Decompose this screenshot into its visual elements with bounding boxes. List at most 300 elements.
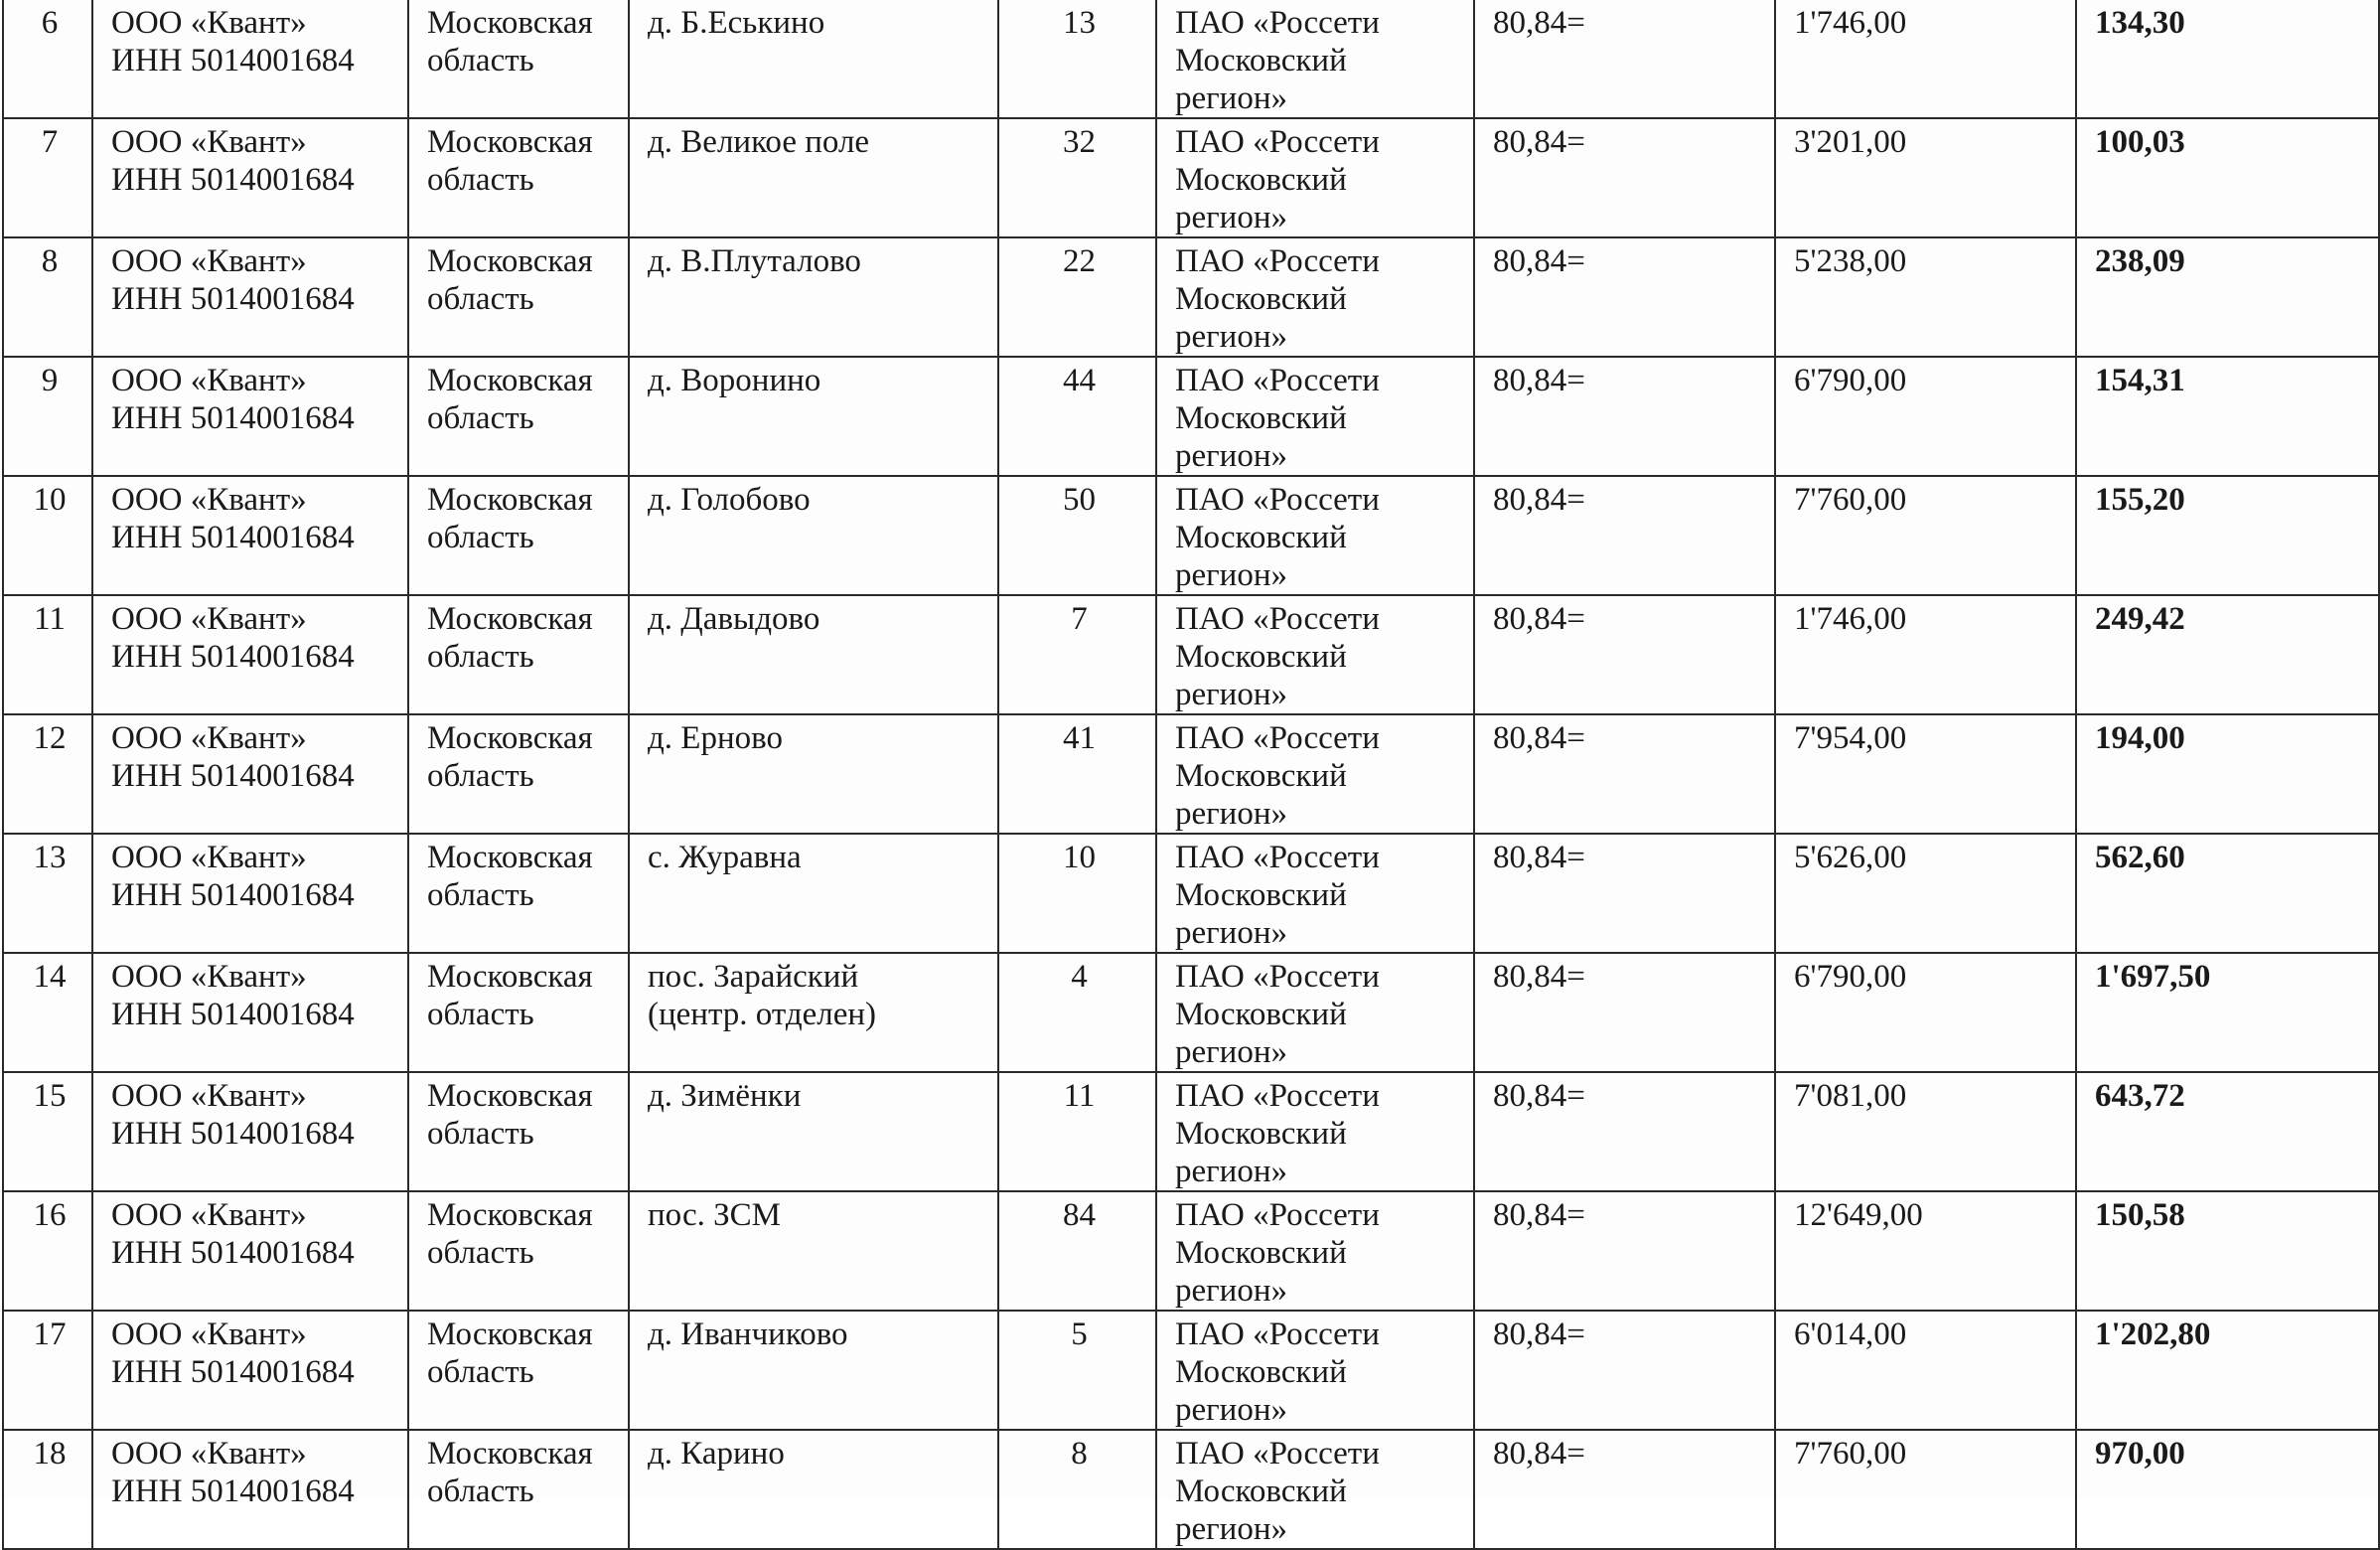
grid-company-line-3: регион»: [1175, 677, 1288, 712]
grid-company-cell: [1156, 118, 1474, 237]
table-row: [3, 357, 2379, 476]
quantity-cell: [998, 714, 1156, 834]
tariff-cell: [1474, 0, 1775, 118]
region-line-2: область: [427, 162, 534, 198]
grid-company-line-3: регион»: [1175, 80, 1288, 116]
region-cell: [408, 118, 629, 237]
tariff-value: 80,84=: [1493, 5, 1585, 41]
grid-company-line-2: Московский: [1175, 43, 1347, 78]
row-number: 8: [41, 243, 59, 279]
grid-company-line-1: ПАО «Россети: [1175, 1436, 1380, 1472]
grid-company-line-2: Московский: [1175, 400, 1347, 436]
grid-company-cell: [1156, 237, 1474, 357]
quantity-cell: [998, 1072, 1156, 1191]
region-cell: [408, 237, 629, 357]
price-value: 12'649,00: [1794, 1197, 1923, 1233]
grid-company-line-1: ПАО «Россети: [1175, 482, 1380, 518]
tariff-cell: [1474, 1430, 1775, 1549]
locality-line-1: д. Б.Еськино: [648, 5, 825, 41]
organization-name: ООО «Квант»: [111, 243, 307, 279]
row-number-cell: [3, 357, 92, 476]
locality-cell: [629, 237, 998, 357]
locality-cell: [629, 953, 998, 1072]
quantity-cell: [998, 1430, 1156, 1549]
quantity-value: 22: [1063, 243, 1096, 279]
tariff-cell: [1474, 714, 1775, 834]
grid-company-cell: [1156, 1311, 1474, 1430]
price-value: 7'081,00: [1794, 1078, 1907, 1114]
quantity-value: 7: [1071, 601, 1088, 637]
organization-name: ООО «Квант»: [111, 959, 307, 995]
organization-name: ООО «Квант»: [111, 840, 307, 875]
region-cell: [408, 1311, 629, 1430]
organization-cell: [92, 1072, 408, 1191]
grid-company-line-3: регион»: [1175, 557, 1288, 593]
price-cell: [1775, 953, 2076, 1072]
row-number-cell: [3, 0, 92, 118]
tariff-value: 80,84=: [1493, 959, 1585, 995]
region-cell: [408, 834, 629, 953]
table-body: [3, 0, 2379, 1549]
sum-value: 970,00: [2095, 1436, 2185, 1472]
grid-company-line-1: ПАО «Россети: [1175, 1078, 1380, 1114]
region-line-1: Московская: [427, 720, 593, 756]
tariff-cell: [1474, 1072, 1775, 1191]
tariff-value: 80,84=: [1493, 601, 1585, 637]
organization-cell: [92, 1191, 408, 1311]
sum-value: 1'697,50: [2095, 959, 2211, 995]
region-line-2: область: [427, 400, 534, 436]
row-number-cell: [3, 118, 92, 237]
locality-line-1: д. Голобово: [648, 482, 811, 518]
organization-name: ООО «Квант»: [111, 124, 307, 160]
grid-company-line-1: ПАО «Россети: [1175, 1317, 1380, 1352]
grid-company-line-1: ПАО «Россети: [1175, 124, 1380, 160]
region-cell: [408, 357, 629, 476]
locality-line-2: (центр. отделен): [648, 997, 877, 1032]
region-cell: [408, 1072, 629, 1191]
quantity-value: 11: [1063, 1078, 1096, 1114]
row-number-cell: [3, 1430, 92, 1549]
price-cell: [1775, 118, 2076, 237]
sum-value: 155,20: [2095, 482, 2185, 518]
tariff-cell: [1474, 834, 1775, 953]
region-cell: [408, 1191, 629, 1311]
organization-cell: [92, 0, 408, 118]
table-row: [3, 0, 2379, 118]
grid-company-cell: [1156, 0, 1474, 118]
organization-inn: ИНН 5014001684: [111, 281, 355, 317]
row-number-cell: [3, 714, 92, 834]
sum-value: 154,31: [2095, 363, 2185, 398]
table-row: [3, 1191, 2379, 1311]
price-cell: [1775, 476, 2076, 595]
region-line-2: область: [427, 1116, 534, 1152]
price-cell: [1775, 714, 2076, 834]
sum-cell: [2076, 118, 2379, 237]
region-line-2: область: [427, 639, 534, 675]
table-row: [3, 714, 2379, 834]
grid-company-line-2: Московский: [1175, 877, 1347, 913]
locality-cell: [629, 595, 998, 714]
sum-value: 100,03: [2095, 124, 2185, 160]
locality-cell: [629, 357, 998, 476]
sum-value: 643,72: [2095, 1078, 2185, 1114]
price-cell: [1775, 834, 2076, 953]
price-cell: [1775, 1072, 2076, 1191]
organization-inn: ИНН 5014001684: [111, 758, 355, 794]
table-row: [3, 476, 2379, 595]
organization-inn: ИНН 5014001684: [111, 162, 355, 198]
sum-cell: [2076, 1072, 2379, 1191]
price-cell: [1775, 1191, 2076, 1311]
locality-cell: [629, 1311, 998, 1430]
tariff-cell: [1474, 476, 1775, 595]
grid-company-line-1: ПАО «Россети: [1175, 5, 1380, 41]
quantity-cell: [998, 237, 1156, 357]
sum-value: 562,60: [2095, 840, 2185, 875]
row-number: 16: [33, 1197, 67, 1233]
price-value: 7'954,00: [1794, 720, 1907, 756]
grid-company-line-2: Московский: [1175, 997, 1347, 1032]
locality-line-1: д. Карино: [648, 1436, 785, 1472]
grid-company-line-1: ПАО «Россети: [1175, 363, 1380, 398]
locality-cell: [629, 118, 998, 237]
sum-cell: [2076, 0, 2379, 118]
row-number-cell: [3, 476, 92, 595]
quantity-value: 8: [1071, 1436, 1088, 1472]
locality-line-1: пос. Зарайский: [648, 959, 859, 995]
quantity-value: 4: [1071, 959, 1088, 995]
tariff-value: 80,84=: [1493, 482, 1585, 518]
grid-company-cell: [1156, 953, 1474, 1072]
table-row: [3, 953, 2379, 1072]
grid-company-line-1: ПАО «Россети: [1175, 1197, 1380, 1233]
sum-cell: [2076, 237, 2379, 357]
grid-company-line-3: регион»: [1175, 1154, 1288, 1189]
tariff-value: 80,84=: [1493, 124, 1585, 160]
row-number: 18: [33, 1436, 67, 1472]
price-cell: [1775, 357, 2076, 476]
sum-value: 238,09: [2095, 243, 2185, 279]
organization-cell: [92, 237, 408, 357]
organization-name: ООО «Квант»: [111, 1436, 307, 1472]
organization-inn: ИНН 5014001684: [111, 520, 355, 555]
row-number-cell: [3, 953, 92, 1072]
row-number-cell: [3, 237, 92, 357]
region-line-1: Московская: [427, 840, 593, 875]
table-row: [3, 1072, 2379, 1191]
grid-company-cell: [1156, 476, 1474, 595]
quantity-cell: [998, 476, 1156, 595]
tariff-cell: [1474, 357, 1775, 476]
region-line-2: область: [427, 877, 534, 913]
organization-inn: ИНН 5014001684: [111, 997, 355, 1032]
price-cell: [1775, 1430, 2076, 1549]
organization-inn: ИНН 5014001684: [111, 639, 355, 675]
quantity-cell: [998, 0, 1156, 118]
tariff-value: 80,84=: [1493, 720, 1585, 756]
quantity-value: 10: [1063, 840, 1096, 875]
grid-company-line-3: регион»: [1175, 200, 1288, 235]
region-line-2: область: [427, 1354, 534, 1390]
price-value: 7'760,00: [1794, 1436, 1907, 1472]
organization-name: ООО «Квант»: [111, 1317, 307, 1352]
grid-company-line-2: Московский: [1175, 1354, 1347, 1390]
locality-line-1: д. В.Плуталово: [648, 243, 861, 279]
grid-company-cell: [1156, 1430, 1474, 1549]
grid-company-line-2: Московский: [1175, 758, 1347, 794]
quantity-cell: [998, 1191, 1156, 1311]
price-cell: [1775, 595, 2076, 714]
region-line-1: Московская: [427, 601, 593, 637]
price-value: 6'790,00: [1794, 363, 1907, 398]
sum-cell: [2076, 357, 2379, 476]
row-number-cell: [3, 834, 92, 953]
sum-value: 249,42: [2095, 601, 2185, 637]
registry-table: [2, 0, 2380, 1550]
table-row: [3, 237, 2379, 357]
locality-cell: [629, 1072, 998, 1191]
grid-company-line-3: регион»: [1175, 438, 1288, 474]
region-line-2: область: [427, 997, 534, 1032]
tariff-cell: [1474, 1311, 1775, 1430]
organization-inn: ИНН 5014001684: [111, 400, 355, 436]
tariff-cell: [1474, 953, 1775, 1072]
organization-name: ООО «Квант»: [111, 1197, 307, 1233]
grid-company-line-3: регион»: [1175, 1034, 1288, 1070]
organization-cell: [92, 953, 408, 1072]
organization-cell: [92, 1311, 408, 1430]
row-number: 13: [33, 840, 67, 875]
organization-name: ООО «Квант»: [111, 363, 307, 398]
sum-value: 150,58: [2095, 1197, 2185, 1233]
quantity-value: 13: [1063, 5, 1096, 41]
region-line-1: Московская: [427, 1317, 593, 1352]
table-row: [3, 595, 2379, 714]
region-cell: [408, 0, 629, 118]
price-cell: [1775, 0, 2076, 118]
quantity-cell: [998, 834, 1156, 953]
price-value: 3'201,00: [1794, 124, 1907, 160]
row-number: 7: [41, 124, 59, 160]
quantity-value: 5: [1071, 1317, 1088, 1352]
grid-company-line-3: регион»: [1175, 319, 1288, 355]
locality-line-1: д. Зимёнки: [648, 1078, 802, 1114]
price-value: 6'790,00: [1794, 959, 1907, 995]
row-number: 15: [33, 1078, 67, 1114]
region-cell: [408, 953, 629, 1072]
table-row: [3, 118, 2379, 237]
region-line-1: Московская: [427, 482, 593, 518]
grid-company-line-3: регион»: [1175, 1392, 1288, 1428]
grid-company-line-1: ПАО «Россети: [1175, 601, 1380, 637]
region-line-2: область: [427, 1235, 534, 1271]
organization-name: ООО «Квант»: [111, 720, 307, 756]
grid-company-line-2: Московский: [1175, 520, 1347, 555]
region-line-1: Московская: [427, 363, 593, 398]
grid-company-cell: [1156, 1191, 1474, 1311]
table-row: [3, 834, 2379, 953]
sum-cell: [2076, 953, 2379, 1072]
organization-cell: [92, 595, 408, 714]
tariff-value: 80,84=: [1493, 1078, 1585, 1114]
table-row: [3, 1311, 2379, 1430]
organization-inn: ИНН 5014001684: [111, 1354, 355, 1390]
quantity-value: 84: [1063, 1197, 1096, 1233]
organization-inn: ИНН 5014001684: [111, 43, 355, 78]
sum-cell: [2076, 834, 2379, 953]
sum-cell: [2076, 476, 2379, 595]
quantity-cell: [998, 595, 1156, 714]
region-line-1: Московская: [427, 1197, 593, 1233]
grid-company-line-3: регион»: [1175, 796, 1288, 832]
grid-company-line-1: ПАО «Россети: [1175, 243, 1380, 279]
grid-company-cell: [1156, 595, 1474, 714]
locality-cell: [629, 476, 998, 595]
sum-value: 134,30: [2095, 5, 2185, 41]
sum-cell: [2076, 1311, 2379, 1430]
row-number: 11: [34, 601, 66, 637]
quantity-value: 41: [1063, 720, 1096, 756]
quantity-cell: [998, 1311, 1156, 1430]
grid-company-cell: [1156, 357, 1474, 476]
organization-cell: [92, 357, 408, 476]
quantity-value: 50: [1063, 482, 1096, 518]
locality-line-1: д. Давыдово: [648, 601, 820, 637]
grid-company-line-2: Московский: [1175, 1116, 1347, 1152]
organization-inn: ИНН 5014001684: [111, 877, 355, 913]
row-number: 14: [33, 959, 67, 995]
grid-company-cell: [1156, 1072, 1474, 1191]
region-line-2: область: [427, 43, 534, 78]
grid-company-line-3: регион»: [1175, 1511, 1288, 1547]
region-line-2: область: [427, 281, 534, 317]
organization-name: ООО «Квант»: [111, 482, 307, 518]
region-line-1: Московская: [427, 1436, 593, 1472]
price-cell: [1775, 237, 2076, 357]
region-line-1: Московская: [427, 5, 593, 41]
grid-company-line-2: Московский: [1175, 162, 1347, 198]
tariff-cell: [1474, 237, 1775, 357]
locality-cell: [629, 1430, 998, 1549]
price-value: 6'014,00: [1794, 1317, 1907, 1352]
sum-cell: [2076, 1191, 2379, 1311]
grid-company-line-2: Московский: [1175, 639, 1347, 675]
organization-name: ООО «Квант»: [111, 1078, 307, 1114]
quantity-cell: [998, 953, 1156, 1072]
region-line-2: область: [427, 1473, 534, 1509]
grid-company-line-1: ПАО «Россети: [1175, 840, 1380, 875]
price-value: 5'626,00: [1794, 840, 1907, 875]
grid-company-line-3: регион»: [1175, 1273, 1288, 1309]
tariff-cell: [1474, 1191, 1775, 1311]
region-cell: [408, 1430, 629, 1549]
quantity-cell: [998, 357, 1156, 476]
tariff-value: 80,84=: [1493, 363, 1585, 398]
quantity-value: 32: [1063, 124, 1096, 160]
organization-inn: ИНН 5014001684: [111, 1473, 355, 1509]
tariff-cell: [1474, 595, 1775, 714]
grid-company-line-2: Московский: [1175, 281, 1347, 317]
locality-line-1: д. Ерново: [648, 720, 783, 756]
organization-cell: [92, 1430, 408, 1549]
region-line-1: Московская: [427, 959, 593, 995]
organization-cell: [92, 714, 408, 834]
row-number: 10: [33, 482, 67, 518]
sum-cell: [2076, 595, 2379, 714]
tariff-value: 80,84=: [1493, 1436, 1585, 1472]
quantity-cell: [998, 118, 1156, 237]
organization-name: ООО «Квант»: [111, 5, 307, 41]
row-number: 17: [33, 1317, 67, 1352]
locality-cell: [629, 714, 998, 834]
tariff-value: 80,84=: [1493, 840, 1585, 875]
price-value: 5'238,00: [1794, 243, 1907, 279]
row-number-cell: [3, 1311, 92, 1430]
region-cell: [408, 595, 629, 714]
locality-line-1: д. Воронино: [648, 363, 821, 398]
region-cell: [408, 476, 629, 595]
organization-name: ООО «Квант»: [111, 601, 307, 637]
grid-company-line-1: ПАО «Россети: [1175, 959, 1380, 995]
sum-value: 194,00: [2095, 720, 2185, 756]
region-cell: [408, 714, 629, 834]
price-value: 1'746,00: [1794, 601, 1907, 637]
organization-cell: [92, 118, 408, 237]
locality-cell: [629, 0, 998, 118]
sum-cell: [2076, 714, 2379, 834]
row-number: 12: [33, 720, 67, 756]
organization-cell: [92, 476, 408, 595]
locality-cell: [629, 834, 998, 953]
organization-inn: ИНН 5014001684: [111, 1235, 355, 1271]
grid-company-cell: [1156, 834, 1474, 953]
price-cell: [1775, 1311, 2076, 1430]
row-number-cell: [3, 1072, 92, 1191]
table-row: [3, 1430, 2379, 1549]
region-line-1: Московская: [427, 243, 593, 279]
locality-line-1: пос. ЗСМ: [648, 1197, 782, 1233]
locality-line-1: д. Иванчиково: [648, 1317, 848, 1352]
tariff-cell: [1474, 118, 1775, 237]
region-line-2: область: [427, 758, 534, 794]
row-number-cell: [3, 1191, 92, 1311]
row-number: 9: [41, 363, 59, 398]
region-line-1: Московская: [427, 1078, 593, 1114]
tariff-value: 80,84=: [1493, 1317, 1585, 1352]
organization-cell: [92, 834, 408, 953]
quantity-value: 44: [1063, 363, 1096, 398]
sum-value: 1'202,80: [2095, 1317, 2211, 1352]
organization-inn: ИНН 5014001684: [111, 1116, 355, 1152]
tariff-value: 80,84=: [1493, 1197, 1585, 1233]
locality-line-1: с. Журавна: [648, 840, 802, 875]
tariff-value: 80,84=: [1493, 243, 1585, 279]
grid-company-line-1: ПАО «Россети: [1175, 720, 1380, 756]
grid-company-line-2: Московский: [1175, 1473, 1347, 1509]
locality-line-1: д. Великое поле: [648, 124, 870, 160]
grid-company-line-2: Московский: [1175, 1235, 1347, 1271]
sum-cell: [2076, 1430, 2379, 1549]
grid-company-cell: [1156, 714, 1474, 834]
region-line-2: область: [427, 520, 534, 555]
locality-cell: [629, 1191, 998, 1311]
grid-company-line-3: регион»: [1175, 915, 1288, 951]
price-value: 7'760,00: [1794, 482, 1907, 518]
region-line-1: Московская: [427, 124, 593, 160]
row-number: 6: [41, 5, 59, 41]
